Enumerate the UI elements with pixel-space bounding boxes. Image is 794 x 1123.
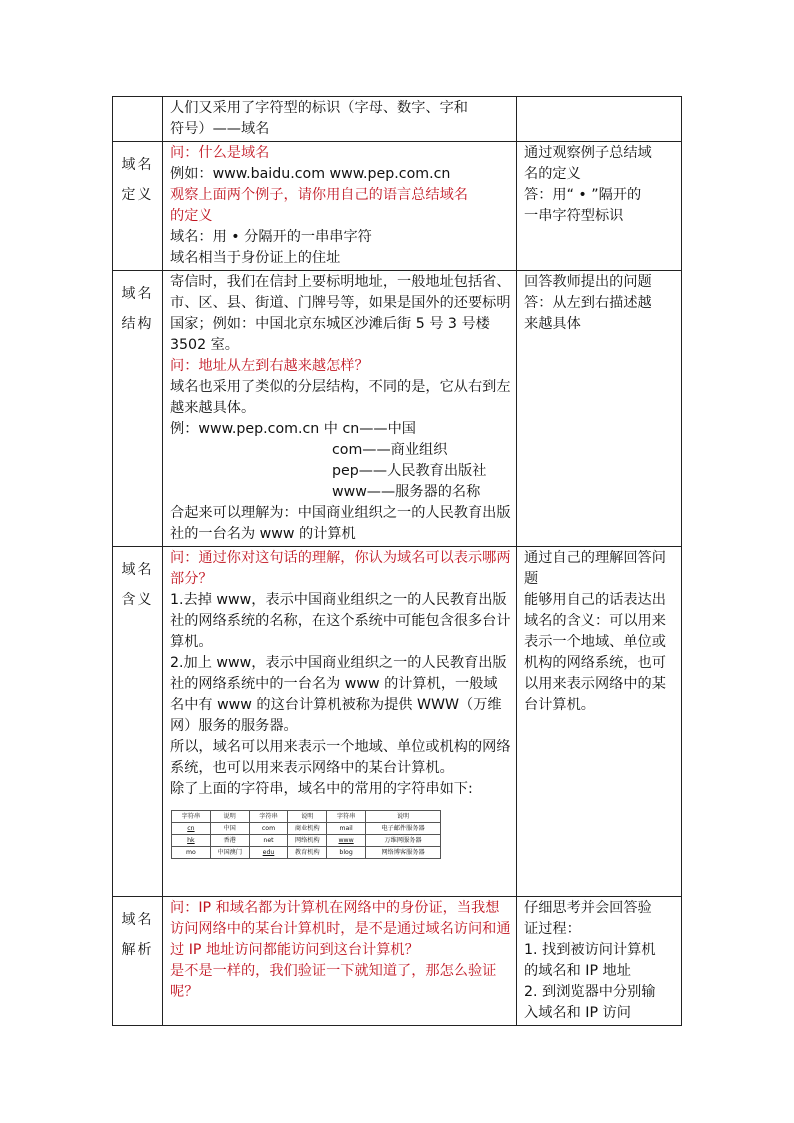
side-text: 来越具体 <box>524 316 581 332</box>
row-label-line: 域名 <box>121 912 154 928</box>
content-cell <box>163 97 517 142</box>
side-text: 通过自己的理解回答问题 <box>524 550 666 587</box>
side-text: 回答教师提出的问题 <box>524 274 652 290</box>
row-label-cell <box>113 897 163 1026</box>
side-text: 一串字符型标识 <box>524 208 624 224</box>
side-cell <box>517 897 682 1026</box>
side-text: 名的定义 <box>524 166 581 182</box>
content-cell <box>163 897 517 1026</box>
table-row <box>172 823 441 835</box>
lesson-table <box>112 96 682 1026</box>
table-cell: mail <box>327 823 366 835</box>
definition-text: 域名：用 • 分隔开的一串串字符 <box>170 229 372 245</box>
side-text: 答：从左到右描述越 <box>524 295 652 311</box>
table-row <box>172 835 441 847</box>
side-text: 能够用自己的话表达出域名的含义：可以用来表示一个地域、单位或机构的网络系统，也可以用来表示网络中的某台计算机。 <box>524 592 666 713</box>
side-text: 证过程： <box>524 921 581 937</box>
header-cell: 说明 <box>366 811 441 823</box>
row-label-line: 定义 <box>121 187 154 203</box>
table-row <box>113 271 682 547</box>
row-label-cell <box>113 547 163 897</box>
question-text: 问：IP 和域名都为计算机在网络中的身份证，当我想访问网络中的某台计算机时，是不是通过域名访问和通过 IP 地址访问都能访问到这台计算机？ <box>170 900 511 958</box>
row-label-line: 结构 <box>121 316 154 332</box>
analogy-text: 域名相当于身份证上的住址 <box>170 250 341 266</box>
side-text: 2. 到浏览器中分别输 <box>524 984 656 1000</box>
prompt-text: 的定义 <box>170 208 213 224</box>
content-cell <box>163 142 517 271</box>
header-cell: 说明 <box>288 811 327 823</box>
side-text: 答：用“ • ”隔开的 <box>524 187 642 203</box>
question-text: 问：地址从左到右越来越怎样？ <box>170 358 369 374</box>
question-text: 问：什么是域名 <box>170 145 270 161</box>
side-cell <box>517 97 682 142</box>
table-cell: hk <box>172 835 211 847</box>
table-cell: net <box>249 835 288 847</box>
example-row: www——服务器的名称 <box>332 484 481 500</box>
lead-in-text: 除了上面的字符串，域名中的常用的字符串如下: <box>170 781 473 797</box>
row-label-line: 域名 <box>121 157 154 173</box>
example-text: 例如：www.baidu.com www.pep.com.cn <box>170 166 451 182</box>
explain-paragraph: 域名也采用了类似的分层结构，不同的是，它从右到左越来越具体。 <box>170 379 511 416</box>
table-row <box>113 897 682 1026</box>
table-cell: 教育机构 <box>288 847 327 859</box>
side-text: 1. 找到被访问计算机 <box>524 942 656 958</box>
table-cell: blog <box>327 847 366 859</box>
side-text: 入域名和 IP 访问 <box>524 1005 631 1021</box>
table-cell: mo <box>172 847 211 859</box>
table-header-row <box>172 811 441 823</box>
side-text: 通过观察例子总结域 <box>524 145 652 161</box>
content-cell <box>163 271 517 547</box>
row-label-cell <box>113 142 163 271</box>
conclusion-paragraph: 所以，域名可以用来表示一个地域、单位或机构的网络系统，也可以用来表示网络中的某台计算机。 <box>170 739 511 776</box>
table-cell: 香港 <box>210 835 249 847</box>
point-1: 1.去掉 www，表示中国商业组织之一的人民教育出版社的网络系统的名称，在这个系统中可能包含很多台计算机。 <box>170 592 511 650</box>
example-row: com——商业组织 <box>332 442 448 458</box>
table-cell: 网络机构 <box>288 835 327 847</box>
table-cell: 网络博客服务器 <box>366 847 441 859</box>
content-cell <box>163 547 517 897</box>
example-row: pep——人民教育出版社 <box>332 463 487 479</box>
side-cell <box>517 271 682 547</box>
table-cell: cn <box>172 823 211 835</box>
table-row <box>172 847 441 859</box>
domain-strings-table <box>171 810 441 859</box>
question-text: 问：通过你对这句话的理解，你认为域名可以表示哪两部分？ <box>170 550 511 587</box>
header-cell: 字符串 <box>172 811 211 823</box>
table-cell: 中国澳门 <box>210 847 249 859</box>
side-text: 的域名和 IP 地址 <box>524 963 631 979</box>
table-cell: 电子邮件服务器 <box>366 823 441 835</box>
header-cell: 字符串 <box>249 811 288 823</box>
table-cell: 商业机构 <box>288 823 327 835</box>
point-2: 2.加上 www，表示中国商业组织之一的人民教育出版社的网络系统中的一台名为 www 的计算机，一般域名中有 www 的这台计算机被称为提供 WWW（万维网）服务的服务器。 <box>170 655 507 734</box>
side-cell <box>517 142 682 271</box>
row-label-cell <box>113 271 163 547</box>
table-row <box>113 142 682 271</box>
example-head: 例：www.pep.com.cn 中 cn——中国 <box>170 421 416 437</box>
row-label-line: 含义 <box>121 592 154 608</box>
side-text: 仔细思考并会回答验 <box>524 900 652 916</box>
table-row <box>113 547 682 897</box>
question-text: 是不是一样的，我们验证一下就知道了，那怎么验证呢？ <box>170 963 497 1000</box>
table-cell: www <box>327 835 366 847</box>
table-cell: 中国 <box>210 823 249 835</box>
content-line: 人们又采用了字符型的标识（字母、数字、字和 <box>170 100 468 116</box>
row-label-line: 解析 <box>121 942 154 958</box>
row-label-cell <box>113 97 163 142</box>
prompt-text: 观察上面两个例子，请你用自己的语言总结域名 <box>170 187 468 203</box>
intro-paragraph: 寄信时，我们在信封上要标明地址，一般地址包括省、市、区、县、街道、门牌号等，如果是国外的还要标明国家；例如：中国北京东城区沙滩后街 5 号 3 号楼 3502 室。 <box>170 274 511 353</box>
summary-paragraph: 合起来可以理解为：中国商业组织之一的人民教育出版社的一台名为 www 的计算机 <box>170 505 511 542</box>
header-cell: 说明 <box>210 811 249 823</box>
content-line: 符号）——域名 <box>170 121 270 137</box>
row-label-line: 域名 <box>121 286 154 302</box>
table-cell: com <box>249 823 288 835</box>
table-row <box>113 97 682 142</box>
table-cell: edu <box>249 847 288 859</box>
table-cell: 万维网服务器 <box>366 835 441 847</box>
header-cell: 字符串 <box>327 811 366 823</box>
side-cell <box>517 547 682 897</box>
row-label-line: 域名 <box>121 562 154 578</box>
